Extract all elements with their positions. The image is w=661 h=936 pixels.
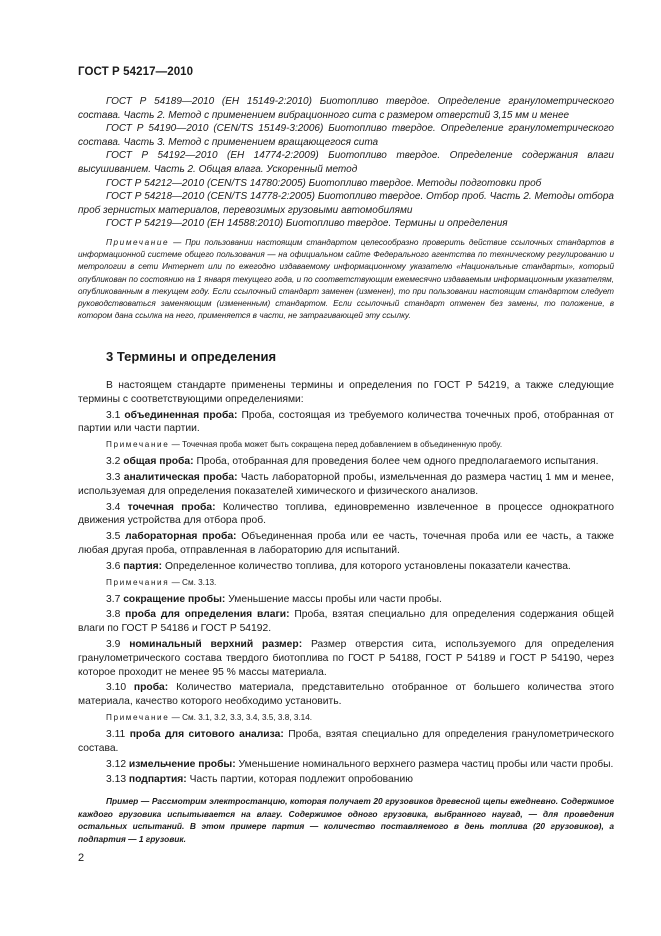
references-list <box>78 95 614 322</box>
term-number: 3.7 <box>106 593 121 605</box>
term-entry <box>78 593 614 607</box>
term-note-text: — Точечная проба может быть сокращена перед добавлением в объединенную пробу. <box>171 440 503 450</box>
term-note-label: Примечание <box>106 440 170 450</box>
term-definition: Количество топлива, единовременно извлеченное в процессе однократного движения устройства для отбора проб. <box>78 501 614 527</box>
term-number: 3.4 <box>106 501 121 513</box>
term-name: проба: <box>133 682 169 694</box>
term-number: 3.9 <box>106 638 121 650</box>
term-name: лабораторная проба: <box>125 531 237 543</box>
term-note <box>78 576 614 589</box>
term-number: 3.5 <box>106 531 121 543</box>
reference-item: ГОСТ Р 54189—2010 (ЕН 15149-2:2010) Биотопливо твердое. Определение гранулометрического состава. Часть 2. Метод с применением вибрационного сита с размером отверстий 3,15 мм и менее <box>78 96 614 121</box>
term-entry <box>78 758 614 772</box>
term-note-label: Примечание <box>106 712 170 722</box>
term-entry <box>78 471 614 499</box>
term-note <box>78 711 614 724</box>
reference-item: ГОСТ Р 54219—2010 (ЕН 14588:2010) Биотопливо твердое. Термины и определения <box>106 218 508 230</box>
term-number: 3.6 <box>106 560 121 572</box>
term-name: сокращение пробы: <box>123 593 226 605</box>
term-entry <box>78 728 614 756</box>
term-definition: Объединенная проба или ее часть, точечная проба или ее часть, а также любая другая проба, отправленная в лабораторию для испытаний. <box>78 531 614 556</box>
term-note <box>78 438 614 451</box>
term-number: 3.13 <box>106 774 127 786</box>
term-entry <box>78 501 614 529</box>
term-definition: Количество материала, представительно отобранное от большего количества этого материала, качество которого необходимо установить. <box>78 682 614 708</box>
term-definition: Проба, состоящая из требуемого количества точечных проб, отобранная от партии или части партии. <box>78 409 614 435</box>
term-definition: Проба, взятая специально для определения гранулометрического состава. <box>78 728 614 754</box>
term-entry <box>78 455 614 469</box>
document-header: ГОСТ Р 54217—2010 <box>78 66 194 78</box>
term-definition: Проба, взятая специально для определения содержания общей влаги по ГОСТ Р 54186 и ГОСТ Р 54192. <box>78 609 614 635</box>
term-entry <box>78 409 614 437</box>
term-name: измельчение пробы: <box>128 758 236 770</box>
term-name: проба для ситового анализа: <box>129 728 284 740</box>
term-definition: Уменьшение массы пробы или части пробы. <box>228 593 442 605</box>
term-note-label: Примечания <box>106 577 170 587</box>
terms-list <box>78 409 614 788</box>
reference-item: ГОСТ Р 54212—2010 (CEN/TS 14780:2005) Биотопливо твердое. Методы подготовки проб <box>106 177 542 189</box>
term-name: партия: <box>123 560 163 572</box>
term-definition: Определенное количество топлива, для которого установлены показатели качества. <box>165 560 571 572</box>
term-number: 3.2 <box>106 456 121 468</box>
term-definition: Уменьшение номинального верхнего размера частиц пробы или части пробы. <box>238 758 614 770</box>
term-name: общая проба: <box>123 456 194 468</box>
reference-note <box>78 237 614 322</box>
reference-item: ГОСТ Р 54192—2010 (ЕН 14774-2:2009) Биотопливо твердое. Определение содержания влаги высушиванием. Часть 2. Общая влага. Ускоренный метод <box>78 150 614 175</box>
term-entry <box>78 681 614 709</box>
reference-item: ГОСТ Р 54190—2010 (CEN/TS 15149-3:2006) Биотопливо твердое. Определение гранулометрического состава. Часть 3. Метод с применением вращающегося сита <box>78 123 614 148</box>
term-number: 3.10 <box>106 682 127 694</box>
term-number: 3.8 <box>106 609 121 621</box>
term-name: номинальный верхний размер: <box>129 638 303 650</box>
term-entry <box>78 560 614 574</box>
reference-item: ГОСТ Р 54218—2010 (CEN/TS 14778-2:2005) Биотопливо твердое. Отбор проб. Часть 2. Методы отбора проб зернистых материалов, перевозимых грузовыми автомобилями <box>78 191 614 216</box>
term-number: 3.3 <box>106 471 121 483</box>
term-definition: Часть партии, которая подлежит опробованию <box>189 774 413 786</box>
example-paragraph: Пример — Рассмотрим электростанцию, которая получает 20 грузовиков древесной щепы ежедневно. Содержимое каждого грузовика испытывается на влагу. Содержимое одного грузовика, выбранного наугад, — для проведения остальных испытаний. В этом примере партия — количество поставляемого в день топлива (20 грузовиков), а подпартия — 1 грузовик. <box>78 796 614 844</box>
term-entry <box>78 638 614 679</box>
note-label: Примечание <box>106 237 170 247</box>
term-note-text: — См. 3.1, 3.2, 3.3, 3.4, 3.5, 3.8, 3.14. <box>171 712 313 722</box>
section-intro: В настоящем стандарте применены термины и определения по ГОСТ Р 54219, а также следующие термины с соответствующими определениями: <box>78 380 614 405</box>
term-name: аналитическая проба: <box>123 471 238 483</box>
term-entry <box>78 608 614 636</box>
section-title: 3 Термины и определения <box>106 349 277 364</box>
term-name: точечная проба: <box>127 501 216 513</box>
term-name: проба для определения влаги: <box>125 609 290 621</box>
term-number: 3.12 <box>106 758 127 770</box>
page-number: 2 <box>78 852 85 864</box>
term-entry <box>78 530 614 558</box>
term-number: 3.11 <box>106 728 126 740</box>
term-number: 3.1 <box>106 409 121 421</box>
term-entry <box>78 773 614 787</box>
term-name: объединенная проба: <box>124 409 238 421</box>
term-definition: Проба, отобранная для проведения более чем одного предполагаемого испытания. <box>196 456 599 468</box>
term-note-text: — См. 3.13. <box>171 577 217 587</box>
note-text: — При пользовании настоящим стандартом целесообразно проверить действие ссылочных стандартов в информационной системе общего пользования — на официальном сайте Федерального агентства по техническому регулированию и метрологии в сети Интернет или по ежегодно издаваемому информационному указателю «Национальные стандарты», который опубликован по состоянию на 1 января текущего года, и по соответствующим ежемесячно издаваемым информационным указателям, опубликованным в текущем году. Если ссылочный стандарт заменен (изменен), то при пользовании настоящим стандартом следует руководствоваться заменяющим (измененным) стандартом. Если ссылочный стандарт отменен без замены, то положение, в котором дана ссылка на него, применяется в части, не затрагивающей эту ссылку. <box>78 237 614 321</box>
term-name: подпартия: <box>128 774 187 786</box>
section-body <box>78 379 614 846</box>
term-definition: Часть лабораторной пробы, измельченная до размера частиц 1 мм и менее, используемая для определения показателей химического и физического анализов. <box>78 471 614 497</box>
term-definition: Размер отверстия сита, используемого для определения гранулометрического состава твердого биотоплива по ГОСТ Р 54188, ГОСТ Р 54189 и ГОСТ Р 54190, через которое проходит не менее 95 % массы материала. <box>78 638 614 678</box>
